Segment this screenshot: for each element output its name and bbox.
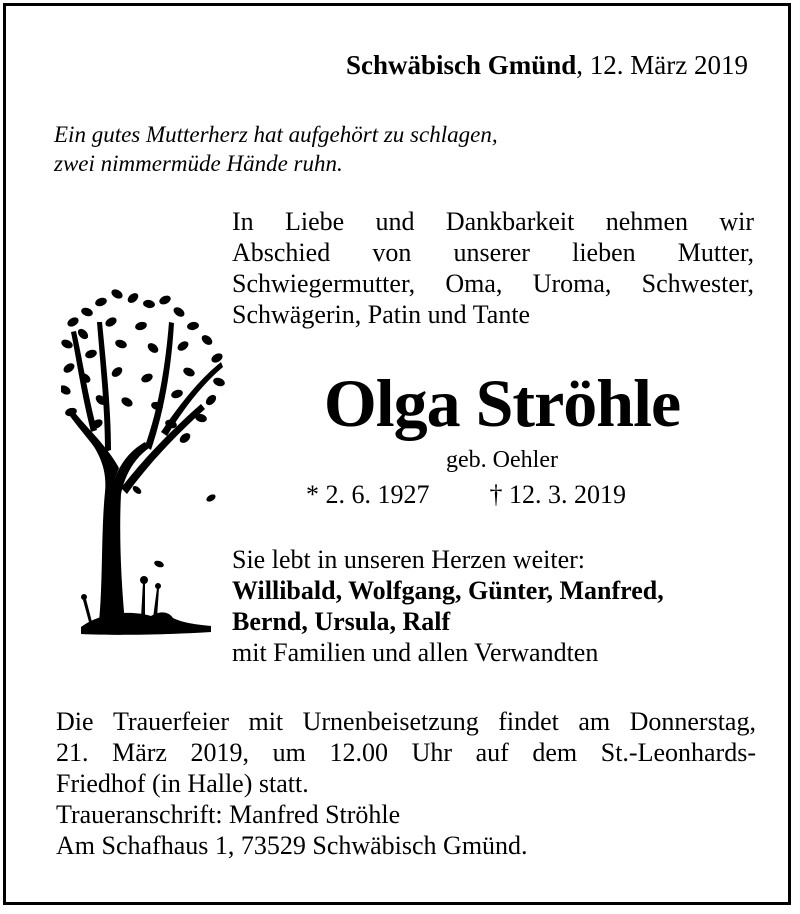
word: Abschied [232,238,331,267]
funeral-service-info [56,706,756,861]
word: und [375,207,415,236]
service-line [56,830,756,861]
word: Urnenbeisetzung [302,707,479,736]
word: auf [475,738,509,767]
word: lieben [572,238,636,267]
farewell-intro [232,206,754,330]
word: Schwägerin, Patin und Tante [232,300,531,329]
word: Friedhof (in Halle) statt. [56,769,309,798]
word: Am Schafhaus 1, 73529 Schwäbisch Gmünd. [56,831,528,860]
word: 21. [56,738,89,767]
mourners-block [232,544,664,668]
word: Uroma, [532,269,612,298]
word: am [578,707,611,736]
mourners-closing: mit Familien und allen Verwandten [232,638,599,667]
word: März [112,738,167,767]
word: Uhr [411,738,452,767]
verse-line: zwei nimmermüde Hände ruhn. [54,151,343,176]
dateline-place: Schwäbisch Gmünd [345,50,577,80]
word: Traueranschrift: Manfred Ströhle [56,800,401,829]
mourners-names: Bernd, Ursula, Ralf [232,607,451,636]
word: Schwester, [641,269,754,298]
intro-line [232,299,754,330]
service-line [56,768,756,799]
word: 2019, [190,738,250,767]
word: 12.00 [329,738,388,767]
mourners-names: Willibald, Wolfgang, Günter, Manfred, [232,576,664,605]
word: Die [56,707,94,736]
word: wir [719,207,754,236]
word: von [372,238,412,267]
dateline [346,50,748,81]
word: Mutter, [677,238,754,267]
word: Dankbarkeit [445,207,575,236]
word: In [232,207,254,236]
service-line [56,737,756,768]
memorial-verse [54,120,498,178]
word: Donnerstag, [629,707,756,736]
intro-line [232,237,754,268]
death-date: † 12. 3. 2019 [489,480,626,509]
service-line [56,799,756,830]
tree-with-falling-leaves-icon [61,282,226,642]
word: St.-Leonhards- [600,738,756,767]
intro-line [232,206,754,237]
word: Oma, [445,269,503,298]
dateline-date: , 12. März 2019 [576,50,748,80]
word: findet [498,707,559,736]
word: dem [532,738,578,767]
mourners-lead: Sie lebt in unseren Herzen weiter: [232,545,586,574]
word: nehmen [605,207,688,236]
word: um [272,738,306,767]
deceased-name: Olga Ströhle [323,365,681,441]
word: Trauerfeier [113,707,229,736]
birth-date: * 2. 6. 1927 [306,480,430,509]
birth-name: geb. Oehler [446,447,558,473]
word: Schwiegermutter, [232,269,416,298]
verse-line: Ein gutes Mutterherz hat aufgehört zu schlagen, [54,122,498,147]
word: mit [248,707,284,736]
word: Liebe [285,207,345,236]
service-line [56,706,756,737]
word: unserer [453,238,530,267]
life-dates [306,480,626,510]
intro-line [232,268,754,299]
obituary-notice [3,3,791,905]
